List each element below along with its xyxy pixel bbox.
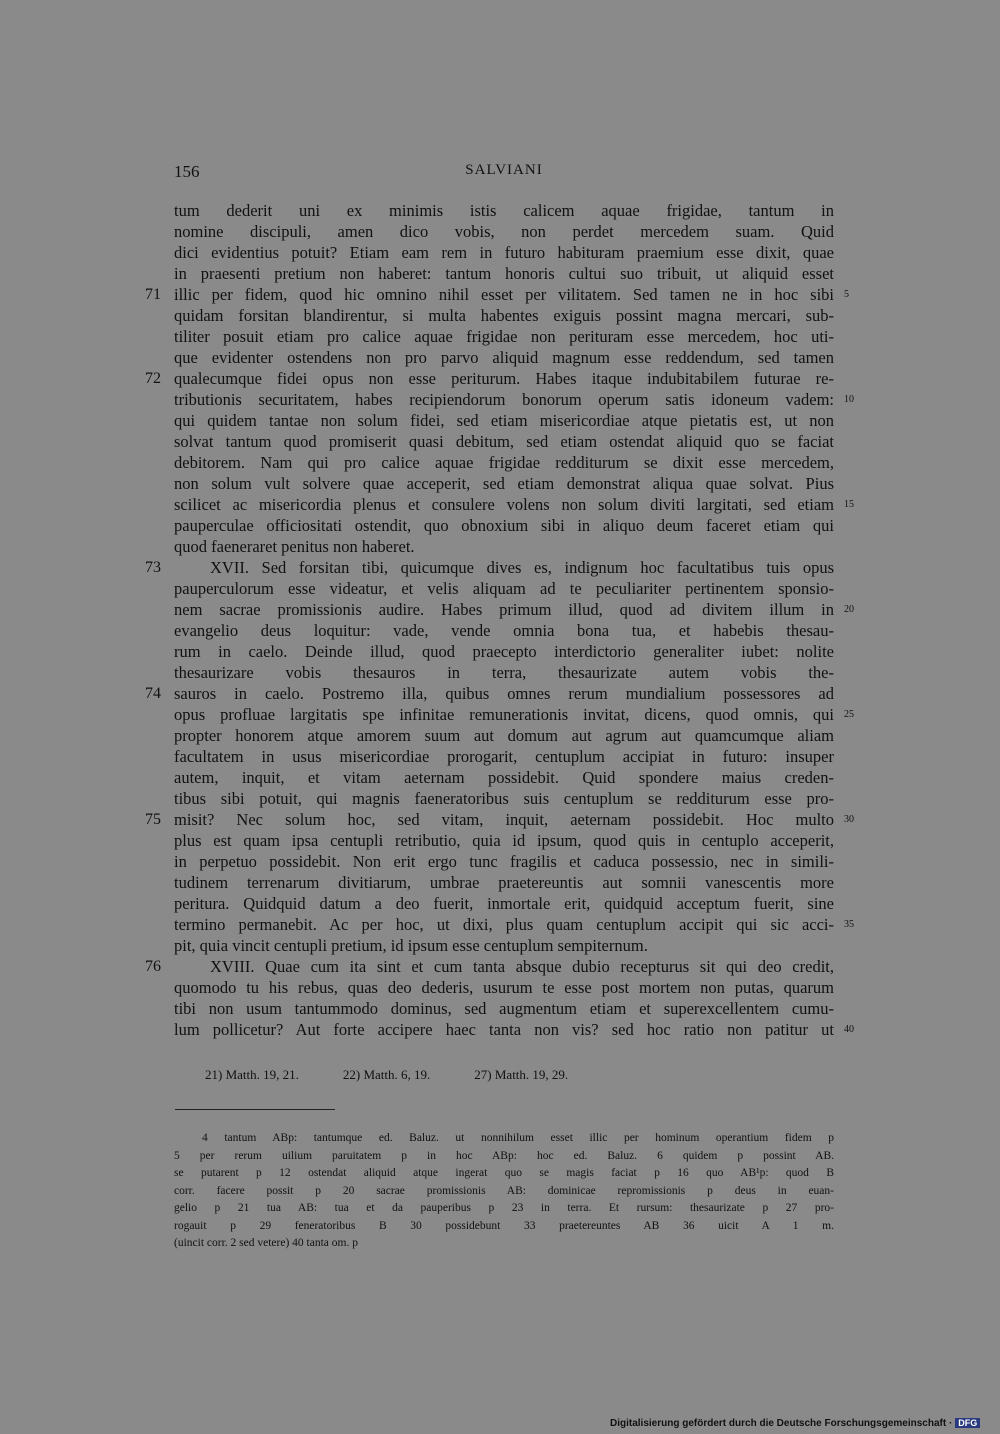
text-line — [174, 998, 834, 1019]
chapter-number: 72 — [145, 370, 161, 387]
apparatus-line: 4 tantum ABp: tantumque ed. Baluz. ut nonnihilum esset illic per hominum operantium fidem p — [202, 1132, 834, 1144]
line-text: pit, quia vincit centupli pretium, id ipsum esse centuplum sempiternum. — [174, 936, 648, 955]
line-text: debitorem. Nam qui pro calice aquae frigidae redditurum se dixit esse mercedem, — [174, 453, 834, 472]
text-line — [174, 242, 834, 263]
line-text: termino permanebit. Ac per hoc, ut dixi, plus quam centuplum accipit qui sic acci- — [174, 915, 834, 934]
line-text: in perpetuo possidebit. Non erit ergo tunc fragilis et caduca possessio, nec in simili- — [174, 852, 834, 871]
line-text: quod faeneraret penitus non haberet. — [174, 537, 415, 556]
apparatus-line: 5 per rerum uilium paruitatem p in hoc ABp: hoc ed. Baluz. 6 quidem p possint AB. — [174, 1149, 834, 1162]
line-text: thesaurizare vobis thesauros in terra, thesaurizate autem vobis the- — [174, 663, 834, 682]
credit-text: Digitalisierung gefördert durch die Deutsche Forschungsgemeinschaft · — [610, 1418, 953, 1429]
text-line — [174, 263, 834, 284]
line-text: misit? Nec solum hoc, sed vitam, inquit, aeternam possidebit. Hoc multo — [174, 810, 834, 829]
line-text: pauperculorum esse videatur, et velis aliquam ad te peculiariter pertinentem sponsio- — [174, 579, 834, 598]
line-text: pauperculae officiositati ostendit, quo obnoxium sibi in aliquo deum faceret etiam qui — [174, 516, 834, 535]
line-text: qui quidem tantae non solum fidei, sed etiam misericordiae atque pietatis est, ut non — [174, 411, 834, 430]
text-line — [174, 431, 834, 452]
chapter-number: 76 — [145, 958, 161, 975]
text-line — [174, 641, 834, 662]
line-text: lum pollicetur? Aut forte accipere haec tanta non vis? sed hoc ratio non patitur ut — [174, 1020, 834, 1039]
text-line — [174, 746, 834, 767]
text-line — [174, 788, 834, 809]
line-number: 30 — [844, 814, 854, 825]
line-text: opus profluae largitatis spe infinitae remunerationis invitat, dicens, quod omnis, qui — [174, 705, 834, 724]
text-line — [174, 200, 834, 221]
line-number: 5 — [844, 289, 849, 300]
running-title: SALVIANI — [465, 162, 543, 178]
text-line — [174, 872, 834, 893]
chapter-number: 73 — [145, 559, 161, 576]
line-number: 15 — [844, 499, 854, 510]
page-number: 156 — [174, 162, 200, 181]
text-line — [174, 704, 854, 725]
text-line — [174, 914, 854, 935]
line-number: 25 — [844, 709, 854, 720]
line-text: in praesenti pretium non haberet: tantum honoris cultui suo tribuit, ut aliquid esset — [174, 264, 834, 283]
line-text: scilicet ac misericordia plenus et consulere volens non solum diviti largitati, sed etiam — [174, 495, 834, 514]
text-line — [174, 347, 834, 368]
line-text: tibus sibi potuit, qui magnis faeneratoribus suis centuplum se redditurum esse pro- — [174, 789, 834, 808]
text-line — [174, 536, 834, 557]
text-line — [174, 221, 834, 242]
line-number: 35 — [844, 919, 854, 930]
dfg-logo: DFG — [955, 1418, 980, 1428]
apparatus-line: (uincit corr. 2 sed vetere) 40 tanta om. p — [174, 1237, 358, 1249]
line-text: tibi non usum tantummodo dominus, sed augmentum etiam et superexcellentem cumu- — [174, 999, 834, 1018]
line-text: dici evidentius potuit? Etiam eam rem in futuro habituram praemium esse dixit, quae — [174, 243, 834, 262]
line-text: propter honorem atque amorem suum aut domum aut agrum aut quamcumque aliam — [174, 726, 834, 745]
text-line — [174, 767, 834, 788]
chapter-number: 71 — [145, 286, 161, 303]
line-text: non solum vult solvere quae acceperit, sed etiam demonstrat aliqua quae solvat. Pius — [174, 474, 834, 493]
text-line — [174, 473, 834, 494]
line-text: facultatem in usus misericordiae prorogarit, centuplum accipiat in futuro: insuper — [174, 747, 834, 766]
text-line — [174, 830, 834, 851]
text-line — [174, 725, 834, 746]
line-number: 20 — [844, 604, 854, 615]
line-text: tudinem terrenarum divitiarum, umbrae praetereuntis aut somnii vanescentis more — [174, 873, 834, 892]
apparatus-line: corr. facere possit p 20 sacrae promissionis AB: dominicae repromissionis p deus in euan- — [174, 1184, 834, 1197]
apparatus-line: gelio p 21 tua AB: tua et da pauperibus p 23 in terra. Et rursum: thesaurizate p 27 pro- — [174, 1202, 834, 1214]
line-text: peritura. Quidquid datum a deo fuerit, inmortale erit, quidquid acceptum fuerit, sine — [174, 894, 834, 913]
text-line — [174, 452, 834, 473]
line-text: tum dederit uni ex minimis istis calicem aquae frigidae, tantum in — [174, 201, 834, 220]
text-line — [174, 578, 834, 599]
chapter-number: 75 — [145, 811, 161, 828]
scripture-references — [205, 1067, 612, 1083]
page-header — [174, 162, 834, 186]
digitization-credit — [610, 1418, 980, 1429]
text-line — [174, 326, 834, 347]
line-text: nem sacrae promissionis audire. Habes primum illud, quod ad divitem illum in — [174, 600, 834, 619]
line-text: XVIII. Quae cum ita sint et cum tanta absque dubio recepturus sit qui deo credit, — [210, 957, 834, 976]
apparatus-line: se putarent p 12 ostendat aliquid atque ingerat quo se magis faciat p 16 quo AB¹p: quod B — [174, 1167, 834, 1179]
chapter-number: 74 — [145, 685, 161, 702]
text-line — [174, 305, 834, 326]
text-line — [174, 1019, 854, 1040]
line-text: quomodo tu his rebus, quas deo dederis, usurum te esse post mortem non putas, quarum — [174, 978, 834, 997]
footnote-rule — [175, 1109, 335, 1110]
line-text: XVII. Sed forsitan tibi, quicumque dives es, indignum hoc facultatibus tuis opus — [210, 558, 834, 577]
text-line — [174, 410, 834, 431]
line-text: quidam forsitan blandirentur, si multa habentes exiguis possint magna mercari, sub- — [174, 306, 834, 325]
text-line — [174, 935, 834, 956]
line-text: qualecumque fidei opus non esse periturum. Habes itaque indubitabilem futurae re- — [174, 369, 834, 388]
line-text: plus est quam ipsa centupli retributio, quia id ipsum, quod quis in centuplo acceperit, — [174, 831, 834, 850]
line-text: que evidenter ostendens non pro parvo aliquid magnum esse reddendum, sed tamen — [174, 348, 834, 367]
text-line — [174, 662, 834, 683]
text-line — [145, 809, 854, 830]
line-text: evangelio deus loquitur: vade, vende omnia bona tua, et habebis thesau- — [174, 621, 834, 640]
line-text: solvat tantum quod promiserit quasi debitum, sed etiam ostendat aliquid quo se faciat — [174, 432, 834, 451]
text-line — [174, 851, 834, 872]
text-line — [174, 515, 834, 536]
text-line — [174, 893, 834, 914]
main-text — [145, 200, 854, 1040]
reference: 27) Matth. 19, 29. — [474, 1067, 569, 1082]
text-line — [174, 389, 854, 410]
text-line — [174, 977, 834, 998]
critical-apparatus — [174, 1130, 834, 1253]
text-line — [174, 494, 854, 515]
apparatus-line: rogauit p 29 feneratoribus B 30 possidebunt 33 praetereuntes AB 36 uicit A 1 m. — [174, 1219, 834, 1232]
text-line — [145, 683, 834, 704]
text-line — [174, 620, 834, 641]
line-text: rum in caelo. Deinde illud, quod praecepto interdictorio generaliter iubet: nolite — [174, 642, 834, 661]
line-number: 40 — [844, 1024, 854, 1035]
text-line — [145, 284, 849, 305]
line-text: illic per fidem, quod hic omnino nihil esset per vilitatem. Sed tamen ne in hoc sibi — [174, 285, 834, 304]
text-line — [174, 599, 854, 620]
text-line — [145, 368, 834, 389]
line-text: nomine discipuli, amen dico vobis, non perdet mercedem suam. Quid — [174, 222, 834, 241]
text-line — [145, 956, 834, 977]
line-text: tiliter posuit etiam pro calice aquae frigidae non perituram esse mercedem, hoc uti- — [174, 327, 834, 346]
line-text: sauros in caelo. Postremo illa, quibus omnes rerum mundialium possessores ad — [174, 684, 834, 703]
line-text: autem, inquit, et vitam aeternam possidebit. Quid spondere maius creden- — [174, 768, 834, 787]
reference: 21) Matth. 19, 21. — [205, 1067, 299, 1082]
text-line — [145, 557, 834, 578]
reference: 22) Matth. 6, 19. — [342, 1067, 431, 1082]
line-text: tributionis securitatem, habes recipiendorum bonorum operum satis idoneum vadem: — [174, 390, 834, 409]
line-number: 10 — [844, 394, 854, 405]
